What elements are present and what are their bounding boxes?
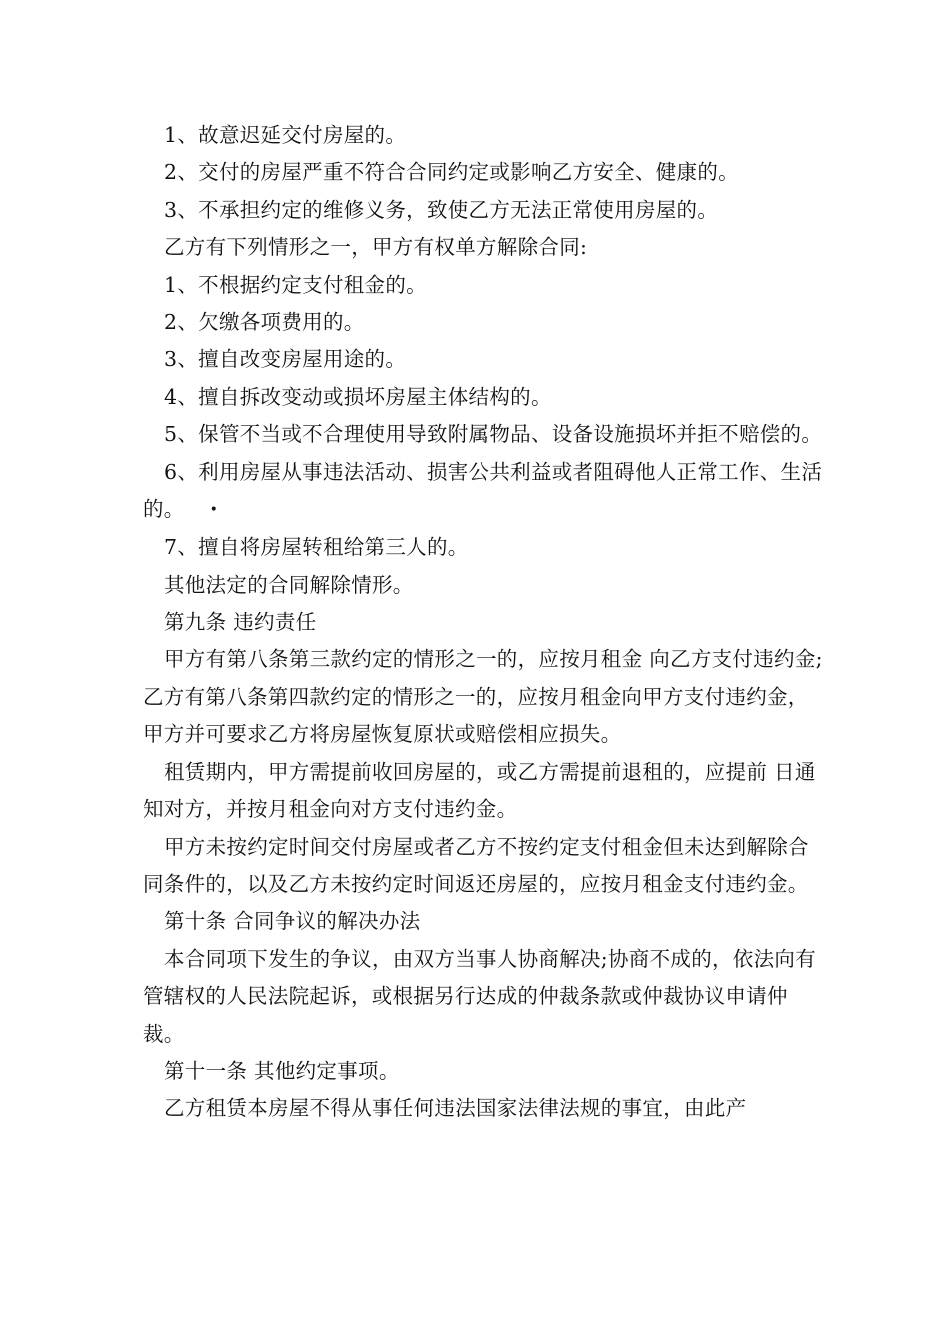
paragraph-dispute-resolution: 本合同项下发生的争议，由双方当事人协商解决;协商不成的，依法向有管辖权的人民法院起诉，或根据另行达成的仲裁条款或仲裁协议申请仲裁。 [143, 946, 817, 1046]
list-item-illegal-activity-text: 6、利用房屋从事违法活动、损害公共利益或者阻碍他人正常工作、生活的。 [143, 459, 823, 522]
paragraph-lessor-breach: 甲方有第八条第三款约定的情形之一的，应按月租金 向乙方支付违约金;乙方有第八条第四款约定的情形之一的，应按月租金向甲方支付违约金，甲方并可要求乙方将房屋恢复原状或赔偿相应损失。 [143, 647, 823, 747]
bullet-mark: • [209, 501, 219, 518]
section-heading-article-10: 第十条 合同争议的解决办法 [164, 909, 421, 934]
list-item-alter-structure: 4、擅自拆改变动或损坏房屋主体结构的。 [164, 384, 552, 409]
section-heading-article-9: 第九条 违约责任 [164, 610, 317, 635]
list-item-no-repair: 3、不承担约定的维修义务，致使乙方无法正常使用房屋的。 [164, 197, 719, 222]
list-item-damage-equipment: 5、保管不当或不合理使用导致附属物品、设备设施损坏并拒不赔偿的。 [164, 422, 823, 447]
clause-other-termination: 其他法定的合同解除情形。 [164, 572, 414, 597]
list-item-sublet: 7、擅自将房屋转租给第三人的。 [164, 535, 469, 560]
list-item-unpaid-fees: 2、欠缴各项费用的。 [164, 310, 365, 335]
list-item-delay-delivery: 1、故意迟延交付房屋的。 [164, 123, 407, 147]
section-heading-article-11: 第十一条 其他约定事项。 [164, 1058, 400, 1083]
paragraph-late-delivery: 甲方未按约定时间交付房屋或者乙方不按约定支付租金但未达到解除合同条件的，以及乙方未按约定时间返还房屋的，应按月租金支付违约金。 [143, 834, 809, 896]
list-item-change-use: 3、擅自改变房屋用途的。 [164, 347, 407, 372]
document-body [143, 117, 823, 1128]
paragraph-lawful-use: 乙方租赁本房屋不得从事任何违法国家法律法规的事宜，由此产 [164, 1096, 747, 1121]
list-item-nonconforming-house: 2、交付的房屋严重不符合合同约定或影响乙方安全、健康的。 [164, 160, 739, 185]
list-item-no-rent: 1、不根据约定支付租金的。 [164, 272, 427, 297]
paragraph-early-termination: 租赁期内，甲方需提前收回房屋的，或乙方需提前退租的，应提前 日通知对方，并按月租金向对方支付违约金。 [143, 759, 816, 822]
clause-lessee-termination-intro: 乙方有下列情形之一，甲方有权单方解除合同: [164, 235, 588, 260]
list-item-illegal-activity [143, 454, 823, 530]
